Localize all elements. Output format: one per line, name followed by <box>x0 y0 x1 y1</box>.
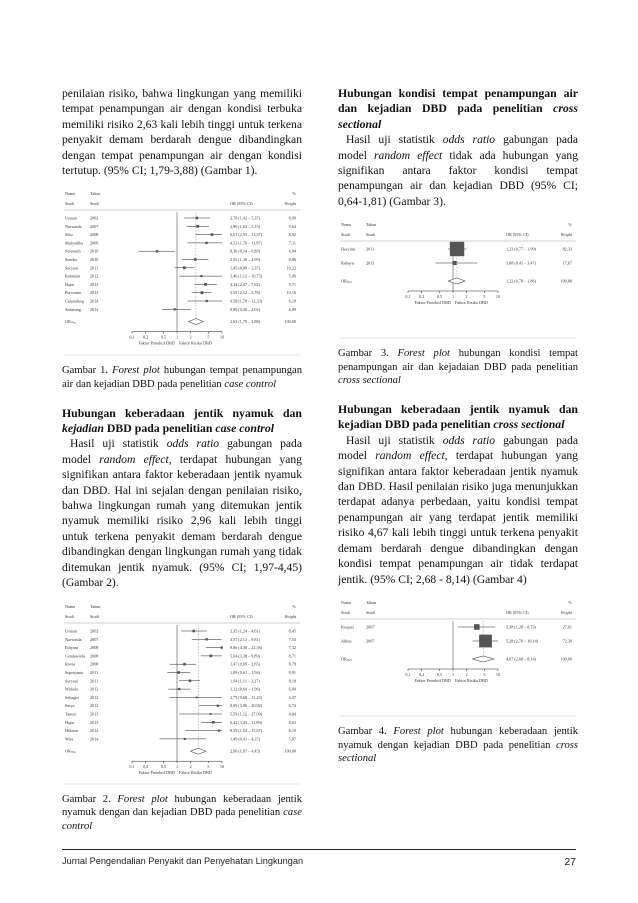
pooled-or-ci: 4,67 (2,68 – 8,14) <box>506 656 537 662</box>
study-name: Ediyani <box>65 644 79 650</box>
figure-4-caption: Gambar 4. Forest plot hubungan keberadaan jentik nyamuk dengan kejadian DBD pada penelitian cross sectional <box>338 725 578 765</box>
pooled-label: ORₘₐₓ <box>65 748 76 754</box>
point-estimate <box>218 729 220 731</box>
study-name: Sedarung <box>65 307 81 313</box>
weight-value: 5,96 <box>288 274 296 280</box>
weight-value: 6,94 <box>288 249 296 255</box>
weight-value: 7,32 <box>288 644 296 650</box>
study-name: Hidayat <box>65 727 79 733</box>
study-name: Widodo <box>65 686 79 692</box>
or-ci-value: 2,75 (0,68 – 11,25) <box>230 694 262 700</box>
x-tick-label: 1 <box>175 763 179 769</box>
or-ci-value: 1,45 (0,89 – 2,37) <box>230 265 261 271</box>
study-year: 2009 <box>90 240 99 246</box>
x-tick-label: 10 <box>219 763 225 769</box>
study-year: 2013 <box>90 719 99 725</box>
point-estimate <box>206 300 208 302</box>
header-name: Nama <box>65 603 75 609</box>
study-year: 2012 <box>90 694 99 700</box>
study-name: Wita <box>65 735 73 741</box>
x-tick-label: 0,1 <box>405 671 411 677</box>
weight-value: 8,79 <box>288 661 296 667</box>
x-label-protective: Faktor Protektif DBD <box>138 769 175 775</box>
point-estimate <box>210 713 212 715</box>
or-ci-value: 4,57 (2,13 – 9,81) <box>230 636 261 642</box>
study-name: Suryani <box>65 265 79 271</box>
header-or-ci: OR (95% CI) <box>230 613 253 619</box>
x-label-protective: Faktor Protektif DBD <box>414 677 451 683</box>
weight-value: 8,63 <box>288 719 296 725</box>
study-name: Mulyadika <box>65 240 84 246</box>
point-estimate <box>196 225 199 228</box>
pooled-weight: 100,00 <box>560 656 572 662</box>
or-ci-value: 1,08 (0,41 – 3,47) <box>506 260 537 266</box>
header-or-ci: OR (95% CI) <box>506 232 529 238</box>
weight-value: 8,71 <box>288 652 296 658</box>
header-weight: Weight <box>560 232 572 238</box>
header-or-ci: OR (95% CI) <box>506 609 529 615</box>
weight-value: 6,18 <box>288 298 296 304</box>
study-name: Sulamsih <box>65 249 81 255</box>
point-estimate <box>211 234 214 237</box>
weight-value: 7,54 <box>288 636 296 642</box>
study-year: 2013 <box>90 282 99 288</box>
study-name: Rospati <box>341 624 354 630</box>
x-tick-label: 0,2 <box>418 294 425 300</box>
or-ci-value: 6,42 (3,43 – 11,89) <box>230 719 262 725</box>
page-number: 27 <box>564 856 576 868</box>
x-tick-label: 2 <box>465 294 468 300</box>
weight-value: 10,16 <box>286 290 296 296</box>
x-label-risk: Faktor Risiko DBD <box>179 341 212 347</box>
x-tick-label: 0,5 <box>160 763 167 769</box>
study-year: 2007 <box>90 224 99 230</box>
or-ci-value: 5,64 (3,38 – 9,89) <box>230 652 261 658</box>
study-year: 2014 <box>90 307 99 313</box>
or-ci-value: 2,35 (1,24 – 4,61) <box>230 628 261 633</box>
pooled-or-ci: 1,22 (0,78 – 1,86) <box>506 278 537 284</box>
header-study-2: Studi <box>366 232 375 238</box>
point-estimate <box>178 687 180 689</box>
pooled-label: ORₘₐₓ <box>341 278 352 284</box>
point-estimate <box>212 721 215 724</box>
intro-paragraph: penilaian risiko, bahwa lingkungan yang memiliki tempat penampungan air dengan kondisi terbuka memiliki risiko 2,63 kali lebih tinggi untuk terkena penyakit demam berdarah dengue dibandingkan dengan tempat penampungan air dengan kondisi tertutup. (95% CI; 1,79-3,88) (Gambar 1). <box>62 87 302 178</box>
x-tick-label: 1 <box>451 671 455 677</box>
weight-value: 5,87 <box>288 735 296 741</box>
header-name: Nama <box>341 599 351 605</box>
study-year: 2012 <box>90 702 99 708</box>
point-estimate <box>189 679 192 682</box>
section-heading-jentik-cross-sectional: Hubungan keberadaan jentik nyamuk dan kejadian DBD pada penelitian cross sectional <box>338 402 578 432</box>
study-name: Hajar <box>65 719 75 725</box>
or-ci-value: 2,55 (1,30 – 4,99) <box>230 257 261 263</box>
study-year: 2010 <box>90 257 99 263</box>
header-study: Studi <box>65 201 74 207</box>
weight-value: 9,64 <box>288 224 296 230</box>
header-study: Studi <box>341 609 350 615</box>
x-tick-label: 10 <box>495 671 501 677</box>
header-study-2: Studi <box>90 201 99 207</box>
study-year: 2014 <box>90 735 99 741</box>
weight-value: 8,86 <box>288 257 296 263</box>
study-year: 2012 <box>90 274 99 280</box>
header-percent: % <box>292 603 296 609</box>
or-ci-value: 8,09 (3,06 – 20,92) <box>230 702 263 708</box>
forest-plot-figure-3 <box>338 217 578 339</box>
header-study: Studi <box>65 613 74 619</box>
study-year: 2008 <box>90 644 99 650</box>
point-estimate <box>183 267 186 270</box>
figure-3-caption: Gambar 3. Forest plot hubungan kondisi tempat penampungan air dan kejadaian DBD pada penelitian cross sectional <box>338 348 578 387</box>
forest-plot-figure-2 <box>62 599 302 785</box>
forest-plot-figure-1 <box>62 186 302 356</box>
point-estimate <box>184 737 186 739</box>
header-year: Tahun <box>366 599 377 605</box>
x-tick-label: 5 <box>483 294 486 300</box>
x-tick-label: 0,2 <box>418 671 425 677</box>
x-tick-label: 10 <box>495 294 501 300</box>
study-name: Supriyanto <box>65 669 84 675</box>
x-tick-label: 0,2 <box>142 335 149 341</box>
or-ci-value: 9,86 (4,38 – 22,36) <box>230 644 263 650</box>
forest-plot-svg <box>62 599 302 785</box>
header-name: Nama <box>65 191 75 197</box>
x-tick-label: 0,1 <box>405 294 411 300</box>
point-estimate <box>177 671 180 674</box>
weight-value: 8,45 <box>288 628 296 633</box>
x-label-protective: Faktor Protektif DBD <box>138 341 175 347</box>
or-ci-value: 1,49 (0,41 – 4,37) <box>230 735 261 741</box>
study-year: 2007 <box>366 624 375 630</box>
study-year: 2013 <box>90 711 99 716</box>
pooled-weight: 100,00 <box>560 278 572 284</box>
point-estimate <box>192 629 195 632</box>
weight-value: 4,37 <box>288 694 296 700</box>
study-name: Tamzo <box>65 711 77 716</box>
weight-value: 72,39 <box>562 638 572 644</box>
forest-plot-svg <box>62 186 302 356</box>
weight-value: 8,18 <box>288 677 296 683</box>
point-estimate <box>217 704 219 706</box>
or-ci-value: 2,90 (1,63 – 5,15) <box>230 224 261 230</box>
pooled-diamond <box>188 319 203 325</box>
pooled-weight: 100,00 <box>284 748 296 754</box>
study-name: Sondra <box>65 257 77 263</box>
study-year: 2007 <box>90 636 99 642</box>
study-name: Nurwaida <box>65 636 82 642</box>
or-ci-value: 2,76 (1,42 – 5,37) <box>230 215 261 221</box>
jentik-case-control-paragraph: Hasil uji statistik odds ratio gabungan pada model random effect, terdapat hubungan yang signifikan antara faktor keberadaan jentik nyamuk dan DBD. Hal ini sejalan dengan penilaian risiko, bahwa lingkungan rumah yang ditemukan jentik nyamuk memiliki risiko 2,96 kali lebih tinggi untuk terkena penyakit demam berdarah dengue dibandingkan dengan lingkungan rumah yang tidak ditemukan jentik nyamuk. (95% CI; 1,97-4,45) (Gambar 2). <box>62 437 302 590</box>
point-estimate <box>156 250 158 252</box>
point-estimate <box>474 624 480 630</box>
study-name: Usman <box>65 628 77 633</box>
point-estimate <box>479 635 492 648</box>
point-estimate <box>196 217 199 220</box>
point-estimate <box>183 662 186 665</box>
header-year: Tahun <box>90 191 101 197</box>
study-name: Purwanto <box>65 290 82 296</box>
right-column <box>338 86 578 766</box>
header-study-2: Studi <box>90 613 99 619</box>
header-year: Tahun <box>366 222 377 228</box>
pooled-diamond <box>190 748 206 754</box>
header-weight: Weight <box>560 609 572 615</box>
or-ci-value: 1,23 (0,77 – 1,99) <box>506 246 537 252</box>
weight-value: 17,67 <box>562 260 572 266</box>
header-percent: % <box>568 599 572 605</box>
weight-value: 27,61 <box>562 624 572 630</box>
header-weight: Weight <box>284 613 296 619</box>
header-study: Studi <box>341 232 350 238</box>
x-tick-label: 0,1 <box>129 763 135 769</box>
x-tick-label: 5 <box>483 671 486 677</box>
point-estimate <box>201 292 204 295</box>
weight-value: 6,09 <box>288 307 296 313</box>
page-footer <box>62 849 576 866</box>
or-ci-value: 1,09 (0,61 – 1,94) <box>230 669 261 675</box>
or-ci-value: 3,46 (1,12 – 10,75) <box>230 274 263 280</box>
point-estimate <box>174 309 176 311</box>
study-year: 2011 <box>90 677 99 683</box>
point-estimate <box>194 259 197 262</box>
or-ci-value: 8,59 (1,54 – 15,67) <box>230 727 263 733</box>
header-name: Nama <box>341 222 351 228</box>
pooled-label: ORₘₐₓ <box>341 656 352 662</box>
study-name: Hasyimi <box>341 246 356 252</box>
pooled-weight: 100,00 <box>284 319 296 325</box>
study-name: Siho <box>65 232 73 238</box>
or-ci-value: 3,38 (1,28 – 8,73) <box>506 624 537 630</box>
weight-value: 8,99 <box>288 215 296 221</box>
x-tick-label: 0,5 <box>436 671 443 677</box>
x-tick-label: 10 <box>219 335 225 341</box>
header-percent: % <box>292 191 296 197</box>
or-ci-value: 5,59 (1,12 – 27,99) <box>230 711 263 716</box>
study-name: Rovia <box>65 661 76 667</box>
header-percent: % <box>568 222 572 228</box>
x-tick-label: 1 <box>451 294 455 300</box>
header-study-2: Studi <box>366 609 375 615</box>
section-heading-tpa-cross-sectional: Hubungan kondisi tempat penampungan air dan kejadian DBD pada penelitian cross sectional <box>338 86 578 131</box>
weight-value: 7,11 <box>288 240 296 246</box>
study-name: Rahayu <box>341 260 354 266</box>
or-ci-value: 4,58 (1,70 – 12,33) <box>230 298 263 304</box>
pooled-label: ORₘₐₓ <box>65 319 76 325</box>
study-name: Usman <box>65 215 77 221</box>
x-tick-label: 5 <box>207 335 210 341</box>
figure-1-caption: Gambar 1. Forest plot hubungan tempat penampungan air dan kejadian DBD pada penelitian case control <box>62 365 302 391</box>
study-name: Saryo <box>65 702 75 708</box>
study-name: Cendawirda <box>65 652 86 658</box>
or-ci-value: 5,28 (2,70 – 10,14) <box>506 638 539 644</box>
x-label-protective: Faktor Protektif DBD <box>414 300 451 306</box>
point-estimate <box>452 261 456 265</box>
pooled-or-ci: 2,96 (1,97 – 4,45) <box>230 748 261 754</box>
study-year: 2011 <box>90 265 99 271</box>
study-name: Canandang <box>65 298 84 304</box>
section-heading-jentik-case-control: Hubungan keberadaan jentik nyamuk dan kejadian DBD pada penelitian case control <box>62 405 302 436</box>
header-year: Tahun <box>90 603 101 609</box>
x-tick-label: 0,5 <box>160 335 167 341</box>
study-name: Abbas <box>341 638 352 644</box>
x-label-risk: Faktor Risiko DBD <box>179 769 212 775</box>
point-estimate <box>221 646 223 648</box>
weight-value: 8,91 <box>288 669 296 675</box>
x-tick-label: 0,5 <box>436 294 443 300</box>
study-year: 2011 <box>366 246 375 252</box>
study-year: 2013 <box>90 290 99 296</box>
point-estimate <box>205 242 207 244</box>
forest-plot-svg <box>338 217 578 339</box>
study-name: Suryani <box>65 677 79 683</box>
weight-value: 6,84 <box>288 686 296 692</box>
weight-value: 82,33 <box>562 246 572 252</box>
study-year: 2014 <box>90 727 99 733</box>
or-ci-value: 3,59 (2,12 – 5,76) <box>230 290 261 296</box>
x-tick-label: 2 <box>465 671 468 677</box>
journal-name: Jurnal Pengendalian Penyakit dan Penyehatan Lingkungan <box>62 856 304 866</box>
or-ci-value: 0,89 (0,46 – 2,02) <box>230 307 261 313</box>
or-ci-value: 6,01 (2,55 – 13,57) <box>230 232 263 238</box>
weight-value: 9,71 <box>288 282 296 288</box>
weight-value: 6,19 <box>288 727 296 733</box>
jentik-cross-sectional-paragraph: Hasil uji statistik odds ratio gabungan pada model random effect, terdapat hubungan yang signifikan antara faktor keberadaan jentik nyamuk dan DBD. Hasil penilaian risiko juga menunjukkan terdapat adanya perbedaan, yaitu kondisi tempat penampungan air yang terdapat jentik memiliki risiko 4,67 kali lebih tinggi untuk terkena penyakit demam berdarah dengue dibandingkan dengan kondisi tempat penampungan air tidak terdapat jentik. (95% CI; 2,68 - 8,14) (Gambar 4) <box>338 433 578 586</box>
study-year: 2012 <box>90 686 99 692</box>
or-ci-value: 4,53 (1,70 – 11,87) <box>230 240 262 246</box>
study-name: Nurwaida <box>65 224 82 230</box>
forest-plot-figure-4 <box>338 595 578 717</box>
study-year: 2007 <box>366 638 375 644</box>
study-name: Rahmian <box>65 274 81 280</box>
x-tick-label: 2 <box>189 335 192 341</box>
or-ci-value: 1,94 (1,11 – 3,27) <box>230 677 260 683</box>
weight-value: 8,92 <box>288 232 296 238</box>
x-tick-label: 0,2 <box>142 763 149 769</box>
weight-value: 6,74 <box>288 702 296 708</box>
study-year: 2014 <box>90 298 99 304</box>
study-year: 2008 <box>90 232 99 238</box>
tpa-cross-sectional-paragraph: Hasil uji statistik odds ratio gabungan pada model random effect tidak ada hubungan yang signifikan antara faktor kondisi tempat penampungan air dan kejadian DBD (95% CI; 0,64-1,81) (Gambar 3). <box>338 133 578 208</box>
forest-plot-svg <box>338 595 578 717</box>
or-ci-value: 4,34 (2,47 – 7,62) <box>230 282 261 288</box>
study-year: 2013 <box>366 260 375 266</box>
study-year: 2002 <box>90 215 99 221</box>
left-column <box>62 86 302 833</box>
point-estimate <box>196 696 198 698</box>
pooled-or-ci: 2,63 (1,79 – 3,88) <box>230 319 261 325</box>
pooled-diamond <box>472 656 494 662</box>
x-tick-label: 0,1 <box>129 335 135 341</box>
x-tick-label: 1 <box>175 335 179 341</box>
figure-2-caption: Gambar 2. Forest plot hubungan keberadaan jentik nyamuk dengan dan kejadian DBD pada penelitian case control <box>62 793 302 832</box>
x-label-risk: Faktor Risiko DBD <box>455 677 488 683</box>
weight-value: 4,04 <box>288 711 296 716</box>
study-year: 2002 <box>90 628 99 633</box>
study-name: Sehagiri <box>65 694 79 700</box>
or-ci-value: 1,12 (0,64 – 1,96) <box>230 686 261 692</box>
header-weight: Weight <box>284 201 296 207</box>
study-name: Hajar <box>65 282 75 288</box>
or-ci-value: 1,47 (0,69 – 2,65) <box>230 661 261 667</box>
point-estimate <box>204 283 207 286</box>
point-estimate <box>205 638 207 640</box>
header-or-ci: OR (95% CI) <box>230 201 253 207</box>
or-ci-value: 0,36 (0,14 – 0,89) <box>230 249 261 255</box>
study-year: 2010 <box>90 249 99 255</box>
pooled-diamond <box>448 278 465 284</box>
x-tick-label: 5 <box>207 763 210 769</box>
x-label-risk: Faktor Risiko DBD <box>455 300 488 306</box>
point-estimate <box>210 654 213 657</box>
x-tick-label: 2 <box>189 763 192 769</box>
study-year: 2008 <box>90 652 99 658</box>
point-estimate <box>200 275 202 277</box>
study-year: 2008 <box>90 661 99 667</box>
weight-value: 10,22 <box>286 265 296 271</box>
point-estimate <box>450 242 464 256</box>
study-year: 2011 <box>90 669 99 675</box>
